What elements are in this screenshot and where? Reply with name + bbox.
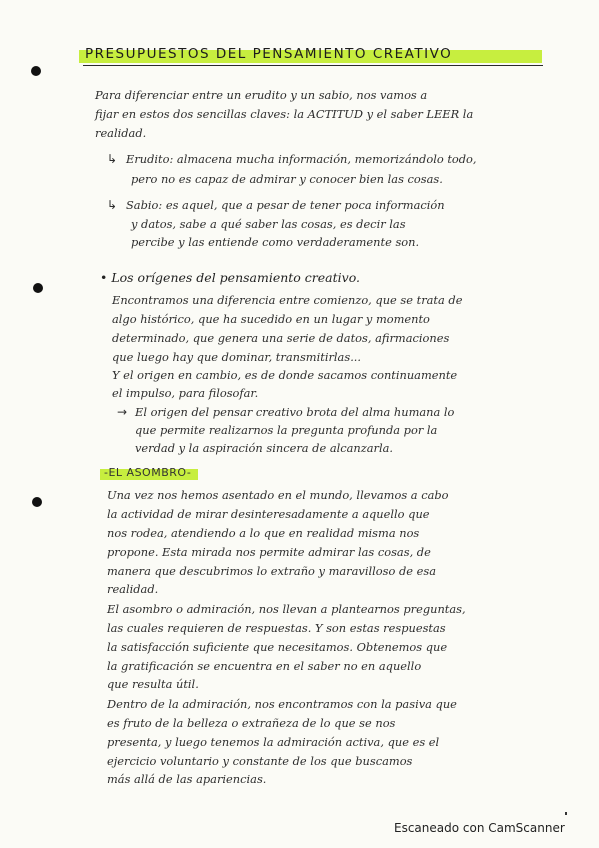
ink-mark <box>565 812 567 815</box>
asombro-line: las cuales requieren de respuestas. Y son estas respuestas <box>107 621 446 635</box>
section-heading-origenes: • Los orígenes del pensamiento creativo. <box>100 270 360 285</box>
asombro-line: ejercicio voluntario y constante de los que buscamos <box>107 754 413 768</box>
erudito-line: Erudito: almacena mucha información, memorizándolo todo, <box>126 152 477 166</box>
origen-point-line: El origen del pensar creativo brota del alma humana lo <box>135 405 455 419</box>
asombro-line: es fruto de la belleza o extrañeza de lo que se nos <box>107 716 396 730</box>
asombro-line: la actividad de mirar desinteresadamente a aquello que <box>107 507 430 521</box>
hook-arrow-icon: ↳ <box>107 198 118 212</box>
asombro-line: propone. Esta mirada nos permite admirar las cosas, de <box>107 545 431 559</box>
sabio-line: Sabio: es aquel, que a pesar de tener poca información <box>126 198 445 212</box>
scanner-watermark: Escaneado con CamScanner <box>394 821 565 835</box>
erudito-line: pero no es capaz de admirar y conocer bien las cosas. <box>131 172 443 186</box>
binder-hole-top <box>31 66 41 76</box>
sabio-line: y datos, sabe a qué saber las cosas, es decir las <box>131 217 406 231</box>
asombro-line: más allá de las apariencias. <box>107 772 267 786</box>
intro-line: Para diferenciar entre un erudito y un sabio, nos vamos a <box>95 88 428 102</box>
origenes-line: Y el origen en cambio, es de donde sacamos continuamente <box>112 368 458 382</box>
asombro-line: que resulta útil. <box>107 677 199 691</box>
origenes-line: Encontramos una diferencia entre comienzo, que se trata de <box>112 293 463 307</box>
origen-point-line: que permite realizarnos la pregunta profunda por la <box>135 423 438 437</box>
intro-line: fijar en estos dos sencillas claves: la ACTITUD y el saber LEER la <box>95 107 474 121</box>
hook-arrow-icon: ↳ <box>107 152 118 166</box>
origenes-line: que luego hay que dominar, transmitirlas... <box>112 350 362 364</box>
intro-line: realidad. <box>95 126 147 140</box>
asombro-line: la gratificación se encuentra en el saber no en aquello <box>107 659 422 673</box>
origenes-line: el impulso, para filosofar. <box>112 386 259 400</box>
origen-point-line: verdad y la aspiración sincera de alcanzarla. <box>135 441 394 455</box>
section-heading-asombro: -EL ASOMBRO- <box>104 466 192 479</box>
asombro-line: Una vez nos hemos asentado en el mundo, llevamos a cabo <box>107 488 449 502</box>
title-block <box>85 46 555 66</box>
right-arrow-icon: → <box>117 405 128 419</box>
asombro-line: presenta, y luego tenemos la admiración activa, que es el <box>107 735 440 749</box>
sabio-line: percibe y las entiende como verdaderamente son. <box>131 235 420 249</box>
asombro-line: manera que descubrimos lo extraño y maravilloso de esa <box>107 564 436 578</box>
origenes-line: determinado, que genera una serie de datos, afirmaciones <box>112 331 450 345</box>
asombro-line: la satisfacción suficiente que necesitamos. Obtenemos que <box>107 640 448 654</box>
title-underline <box>83 65 543 66</box>
asombro-line: El asombro o admiración, nos llevan a plantearnos preguntas, <box>107 602 466 616</box>
asombro-line: nos rodea, atendiendo a lo que en realidad misma nos <box>107 526 420 540</box>
asombro-line: Dentro de la admiración, nos encontramos con la pasiva que <box>107 697 457 711</box>
binder-hole-bottom <box>32 497 42 507</box>
binder-hole-middle <box>33 283 43 293</box>
asombro-line: realidad. <box>107 582 159 596</box>
origenes-line: algo histórico, que ha sucedido en un lugar y momento <box>112 312 430 326</box>
page-title: PRESUPUESTOS DEL PENSAMIENTO CREATIVO <box>85 46 453 62</box>
